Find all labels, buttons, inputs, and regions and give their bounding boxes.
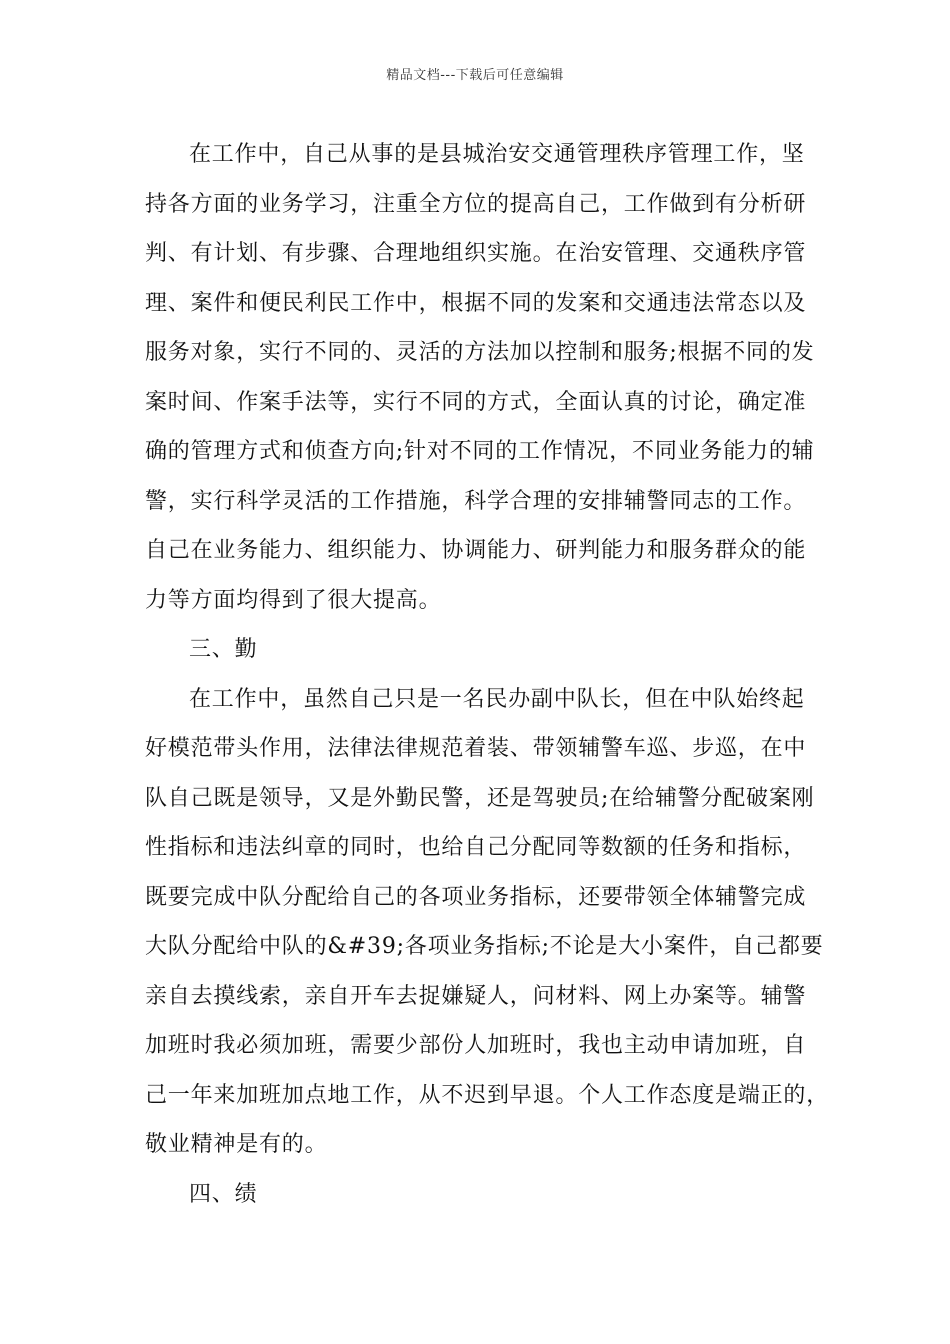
paragraph-line: 大队分配给中队的&#39;各项业务指标;不论是大小案件，自己都要 <box>145 934 824 959</box>
section-heading: 三、勤 <box>189 637 258 662</box>
paragraph-line: 服务对象，实行不同的、灵活的方法加以控制和服务;根据不同的发 <box>145 340 815 365</box>
paragraph-line: 亲自去摸线索，亲自开车去捉嫌疑人，问材料、网上办案等。辅警 <box>145 983 807 1009</box>
paragraph-line: 队自己既是领导，又是外勤民警，还是驾驶员;在给辅警分配破案刚 <box>145 785 815 811</box>
paragraph-line: 加班时我必须加班，需要少部份人加班时，我也主动申请加班，自 <box>145 1033 807 1058</box>
page-header: 精品文档---下载后可任意编辑 <box>386 68 564 83</box>
paragraph-line: 持各方面的业务学习，注重全方位的提高自己，工作做到有分析研 <box>145 191 807 217</box>
paragraph-line: 既要完成中队分配给自己的各项业务指标，还要带领全体辅警完成 <box>145 884 807 910</box>
paragraph-line: 性指标和违法纠章的同时，也给自己分配同等数额的任务和指标， <box>145 835 807 860</box>
paragraph-line: 在工作中，自己从事的是县城治安交通管理秩序管理工作，坚 <box>189 142 805 167</box>
paragraph-line: 己一年来加班加点地工作，从不迟到早退。个人工作态度是端正的， <box>145 1082 830 1108</box>
paragraph-line: 好模范带头作用，法律法律规范着装、带领辅警车巡、步巡，在中 <box>145 736 807 761</box>
paragraph-line: 案时间、作案手法等，实行不同的方式，全面认真的讨论，确定准 <box>145 389 807 415</box>
paragraph-line: 警，实行科学灵活的工作措施，科学合理的安排辅警同志的工作。 <box>145 488 807 514</box>
paragraph-line: 判、有计划、有步骤、合理地组织实施。在治安管理、交通秩序管 <box>145 241 807 266</box>
document-body <box>145 130 830 1219</box>
paragraph-line: 理、案件和便民利民工作中，根据不同的发案和交通违法常态以及 <box>145 290 807 316</box>
paragraph-line: 在工作中，虽然自己只是一名民办副中队长，但在中队始终起 <box>189 686 805 712</box>
paragraph-line: 自己在业务能力、组织能力、协调能力、研判能力和服务群众的能 <box>145 538 807 563</box>
paragraph-line: 敬业精神是有的。 <box>145 1132 328 1157</box>
paragraph-line: 确的管理方式和侦查方向;针对不同的工作情况，不同业务能力的辅 <box>145 439 815 464</box>
paragraph-line: 力等方面均得到了很大提高。 <box>145 587 442 613</box>
section-heading: 四、绩 <box>189 1181 258 1207</box>
